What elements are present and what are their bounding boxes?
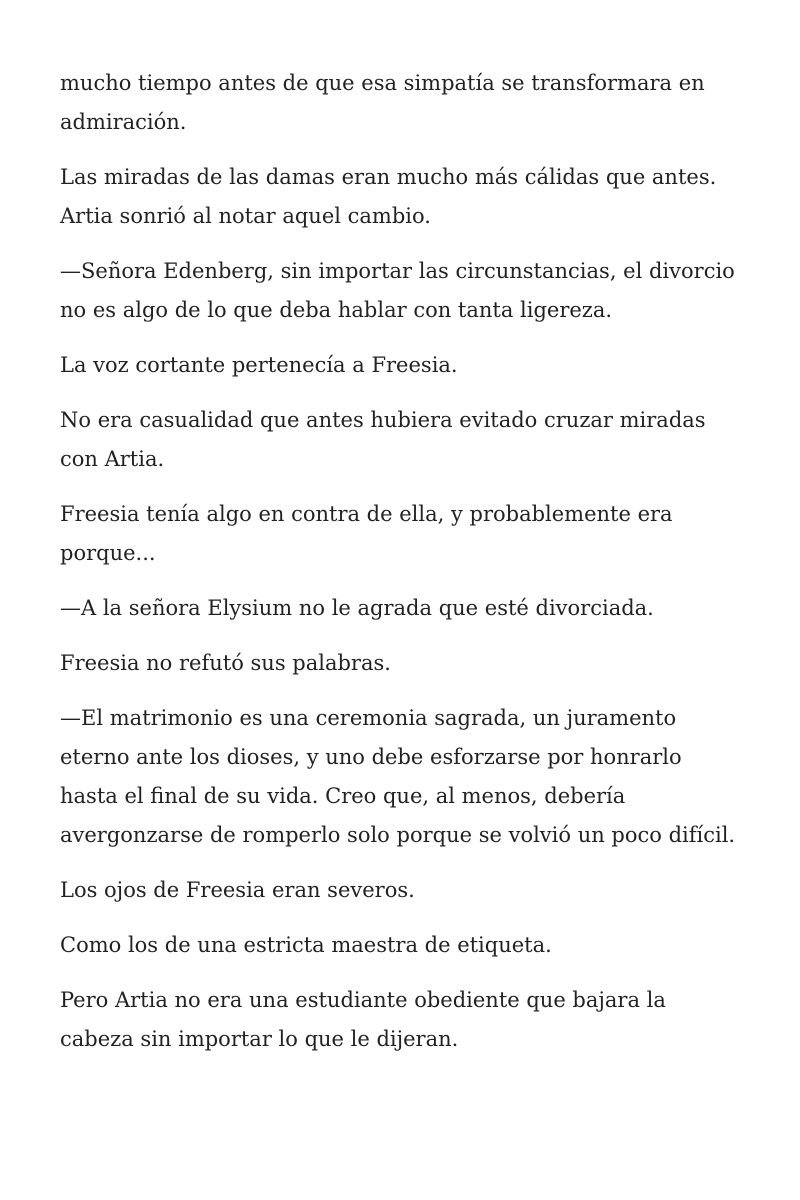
paragraph: mucho tiempo antes de que esa simpatía se transformara en admiración. [60, 71, 705, 134]
paragraph: Freesia tenía algo en contra de ella, y probablemente era porque... [60, 502, 673, 565]
book-text [60, 64, 740, 1059]
paragraph: La voz cortante pertenecía a Freesia. [60, 353, 458, 377]
paragraph: Las miradas de las damas eran mucho más cálidas que antes. Artia sonrió al notar aquel cambio. [60, 165, 717, 228]
paragraph: Como los de una estricta maestra de etiqueta. [60, 933, 552, 957]
paragraph: No era casualidad que antes hubiera evitado cruzar miradas con Artia. [60, 408, 706, 471]
paragraph: —A la señora Elysium no le agrada que esté divorciada. [60, 596, 654, 620]
paragraph: Los ojos de Freesia eran severos. [60, 878, 415, 902]
paragraph: —El matrimonio es una ceremonia sagrada, un juramento eterno ante los dioses, y uno debe esforzarse por honrarlo hasta el final de su vida. Creo que, al menos, debería avergonzarse de romperlo solo porque se volvió un poco difícil. [60, 706, 736, 847]
paragraph: Freesia no refutó sus palabras. [60, 651, 391, 675]
paragraph: Pero Artia no era una estudiante obediente que bajara la cabeza sin importar lo que le dijeran. [60, 988, 666, 1051]
paragraph: —Señora Edenberg, sin importar las circunstancias, el divorcio no es algo de lo que deba hablar con tanta ligereza. [60, 259, 735, 322]
